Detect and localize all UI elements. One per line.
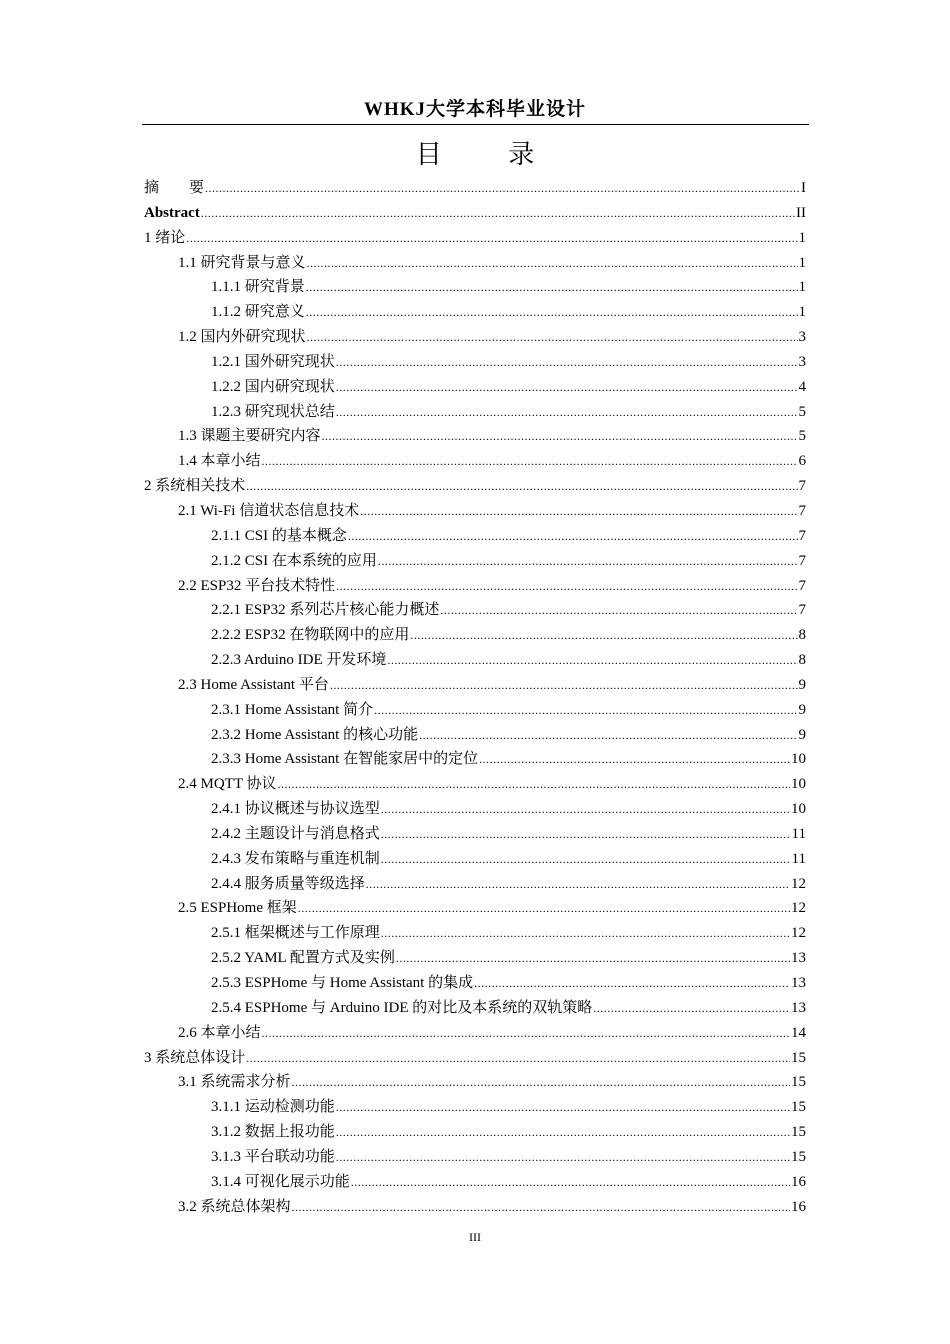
- toc-dot-leader: [410, 623, 797, 648]
- toc-entry[interactable]: [144, 921, 806, 946]
- toc-entry[interactable]: [144, 375, 806, 400]
- toc-entry[interactable]: [144, 499, 806, 524]
- toc-dot-leader: [306, 275, 798, 300]
- toc-entry-page: 14: [791, 1024, 806, 1041]
- toc-entry[interactable]: [144, 673, 806, 698]
- toc-entry-page: 4: [798, 378, 806, 395]
- toc-dot-leader: [246, 1046, 790, 1071]
- toc-entry-label: 2.6 本章小结: [178, 1024, 261, 1041]
- toc-dot-leader: [440, 598, 797, 623]
- toc-entry-page: 15: [791, 1124, 806, 1141]
- toc-entry-page: 10: [791, 751, 806, 768]
- toc-entry-page: 16: [791, 1173, 806, 1190]
- toc-entry-page: 15: [791, 1074, 806, 1091]
- toc-entry-page: 1: [798, 229, 806, 246]
- toc-entry-label: 3.1 系统需求分析: [178, 1074, 291, 1091]
- toc-entry[interactable]: [144, 1170, 806, 1195]
- toc-entry-label: 2.2.3 Arduino IDE 开发环境: [211, 652, 387, 669]
- toc-dot-leader: [419, 723, 797, 748]
- toc-entry-page: 9: [798, 726, 806, 743]
- toc-entry-page: 8: [798, 652, 806, 669]
- toc-entry[interactable]: [144, 300, 806, 325]
- toc-entry-label: Abstract: [144, 204, 200, 221]
- toc-dot-leader: [474, 971, 790, 996]
- toc-entry[interactable]: [144, 1070, 806, 1095]
- toc-entry-page: 11: [791, 850, 806, 867]
- toc-entry-page: 5: [798, 428, 806, 445]
- toc-entry-page: 7: [798, 527, 806, 544]
- toc-entry-page: 7: [798, 478, 806, 495]
- toc-dot-leader: [277, 772, 790, 797]
- toc-dot-leader: [381, 847, 791, 872]
- toc-dot-leader: [307, 251, 798, 276]
- toc-entry-page: 15: [791, 1148, 806, 1165]
- toc-entry-page: 1: [798, 254, 806, 271]
- toc-entry-page: 9: [798, 676, 806, 693]
- toc-entry-page: 7: [798, 502, 806, 519]
- toc-entry[interactable]: [144, 449, 806, 474]
- toc-entry[interactable]: [144, 996, 806, 1021]
- toc-entry[interactable]: [144, 474, 806, 499]
- toc-entry-page: 8: [798, 627, 806, 644]
- toc-entry-page: 11: [791, 825, 806, 842]
- toc-entry-page: 15: [791, 1099, 806, 1116]
- toc-entry-label: 2.4.4 服务质量等级选择: [211, 875, 365, 892]
- toc-dot-leader: [336, 1120, 790, 1145]
- toc-entry-label: 2.2.2 ESP32 在物联网中的应用: [211, 627, 410, 644]
- toc-entry-page: 10: [791, 776, 806, 793]
- toc-entry-label: 2.2.1 ESP32 系列芯片核心能力概述: [211, 602, 440, 619]
- toc-entry-label: 3.1.4 可视化展示功能: [211, 1173, 350, 1190]
- toc-dot-leader: [307, 325, 798, 350]
- toc-dot-leader: [366, 872, 790, 897]
- toc-dot-leader: [378, 549, 798, 574]
- toc-entry-page: 10: [791, 801, 806, 818]
- toc-entry-label: 1.2 国内外研究现状: [178, 329, 306, 346]
- toc-dot-leader: [387, 648, 797, 673]
- toc-entry-label: 2.4.1 协议概述与协议选型: [211, 801, 380, 818]
- toc-entry-label: 2.4.2 主题设计与消息格式: [211, 825, 380, 842]
- toc-entry[interactable]: [144, 971, 806, 996]
- toc-entry[interactable]: [144, 251, 806, 276]
- toc-entry-label: 2.3.3 Home Assistant 在智能家居中的定位: [211, 751, 479, 768]
- toc-entry-label: 2.1.1 CSI 的基本概念: [211, 527, 347, 544]
- toc-dot-leader: [351, 1170, 790, 1195]
- toc-entry-page: I: [801, 180, 806, 196]
- toc-entry-label: 2.5 ESPHome 框架: [178, 900, 297, 917]
- toc-entry-label: 3 系统总体设计: [144, 1049, 246, 1066]
- toc-dot-leader: [479, 747, 790, 772]
- toc-entry[interactable]: [144, 872, 806, 897]
- toc-dot-leader: [246, 474, 797, 499]
- toc-entry[interactable]: [144, 275, 806, 300]
- toc-entry[interactable]: [144, 524, 806, 549]
- toc-entry[interactable]: [144, 1021, 806, 1046]
- toc-entry-page: 6: [798, 453, 806, 470]
- toc-entry-page: 12: [791, 875, 806, 892]
- toc-entry-label: 1.2.3 研究现状总结: [211, 403, 335, 420]
- toc-entry-label: 1.2.1 国外研究现状: [211, 353, 335, 370]
- toc-entry-page: 7: [798, 602, 806, 619]
- toc-dot-leader: [336, 375, 798, 400]
- toc-dot-leader: [396, 946, 790, 971]
- toc-entry-label: 2.3 Home Assistant 平台: [178, 676, 329, 693]
- toc-dot-leader: [336, 350, 798, 375]
- toc-entry[interactable]: [144, 723, 806, 748]
- toc-entry[interactable]: [144, 822, 806, 847]
- toc-entry[interactable]: [144, 623, 806, 648]
- toc-entry-label: 1.1.1 研究背景: [211, 279, 305, 296]
- toc-entry[interactable]: [144, 176, 806, 201]
- toc-entry-page: 5: [798, 403, 806, 420]
- toc-dot-leader: [336, 1145, 790, 1170]
- toc-entry-page: 1: [798, 279, 806, 296]
- table-of-contents: [144, 176, 806, 1219]
- toc-entry-label: 2.4 MQTT 协议: [178, 776, 277, 793]
- toc-entry-page: 12: [791, 925, 806, 942]
- toc-entry-page: 3: [798, 353, 806, 370]
- toc-entry[interactable]: [144, 549, 806, 574]
- toc-entry-label: 1.1.2 研究意义: [211, 304, 305, 321]
- toc-entry-page: 7: [798, 577, 806, 594]
- toc-entry-label: 2.4.3 发布策略与重连机制: [211, 850, 380, 867]
- toc-entry[interactable]: [144, 1195, 806, 1220]
- toc-entry[interactable]: [144, 1046, 806, 1071]
- toc-entry-label: 2 系统相关技术: [144, 478, 246, 495]
- toc-entry-label: 1 绪论: [144, 229, 186, 246]
- toc-entry[interactable]: [144, 946, 806, 971]
- toc-entry-page: 9: [798, 701, 806, 718]
- toc-entry-label: 2.5.3 ESPHome 与 Home Assistant 的集成: [211, 975, 474, 991]
- toc-dot-leader: [322, 424, 798, 449]
- toc-dot-leader: [360, 499, 797, 524]
- toc-entry[interactable]: [144, 747, 806, 772]
- toc-dot-leader: [593, 996, 790, 1021]
- toc-entry-label: 3.1.1 运动检测功能: [211, 1099, 335, 1116]
- toc-entry-page: 3: [798, 329, 806, 346]
- toc-entry-label: 1.3 课题主要研究内容: [178, 428, 321, 445]
- toc-dot-leader: [306, 300, 798, 325]
- toc-entry[interactable]: [144, 350, 806, 375]
- toc-entry[interactable]: [144, 1095, 806, 1120]
- toc-entry[interactable]: [144, 424, 806, 449]
- toc-entry[interactable]: [144, 772, 806, 797]
- toc-dot-leader: [186, 226, 797, 251]
- toc-dot-leader: [330, 673, 798, 698]
- toc-entry[interactable]: [144, 1120, 806, 1145]
- toc-dot-leader: [262, 449, 798, 474]
- toc-entry[interactable]: [144, 226, 806, 251]
- toc-entry[interactable]: [144, 400, 806, 425]
- toc-dot-leader: [262, 1021, 790, 1046]
- toc-entry-label: 2.3.2 Home Assistant 的核心功能: [211, 726, 419, 743]
- toc-entry[interactable]: [144, 574, 806, 599]
- toc-entry[interactable]: [144, 648, 806, 673]
- page-number: III: [469, 1230, 481, 1244]
- toc-entry-page: 16: [791, 1198, 806, 1215]
- toc-dot-leader: [292, 1195, 790, 1220]
- toc-entry[interactable]: [144, 201, 806, 226]
- toc-entry[interactable]: [144, 1145, 806, 1170]
- toc-entry-page: 13: [791, 950, 806, 967]
- toc-entry-label: 2.2 ESP32 平台技术特性: [178, 577, 336, 594]
- toc-dot-leader: [381, 797, 790, 822]
- toc-entry-page: 7: [798, 552, 806, 569]
- toc-entry[interactable]: [144, 896, 806, 921]
- toc-entry[interactable]: [144, 598, 806, 623]
- header-rule: [142, 124, 809, 125]
- toc-entry[interactable]: [144, 698, 806, 723]
- toc-entry-label: 2.5.1 框架概述与工作原理: [211, 925, 380, 942]
- toc-entry[interactable]: [144, 797, 806, 822]
- toc-dot-leader: [298, 896, 790, 921]
- toc-dot-leader: [201, 201, 795, 226]
- toc-dot-leader: [336, 400, 798, 425]
- toc-entry-label: 2.1 Wi-Fi 信道状态信息技术: [178, 502, 360, 519]
- toc-dot-leader: [292, 1070, 790, 1095]
- toc-entry-label: 1.1 研究背景与意义: [178, 254, 306, 271]
- toc-entry-label: 3.1.3 平台联动功能: [211, 1148, 335, 1165]
- toc-entry-label: 2.5.4 ESPHome 与 Arduino IDE 的对比及本系统的双轨策略: [211, 999, 593, 1016]
- toc-entry-page: 15: [791, 1049, 806, 1066]
- toc-entry-label: 2.1.2 CSI 在本系统的应用: [211, 552, 377, 569]
- toc-entry-page: 12: [791, 900, 806, 917]
- toc-entry-label: 2.3.1 Home Assistant 简介: [211, 701, 374, 718]
- toc-entry-label: 1.4 本章小结: [178, 453, 261, 470]
- toc-dot-leader: [381, 822, 791, 847]
- toc-entry-page: 13: [791, 975, 806, 991]
- toc-dot-leader: [348, 524, 798, 549]
- toc-entry-label: 1.2.2 国内研究现状: [211, 378, 335, 395]
- document-header-title: WHKJ大学本科毕业设计: [363, 99, 587, 120]
- toc-entry-label: 3.1.2 数据上报功能: [211, 1124, 335, 1141]
- toc-entry-page: II: [796, 204, 806, 221]
- toc-entry[interactable]: [144, 847, 806, 872]
- toc-dot-leader: [381, 921, 790, 946]
- toc-dot-leader: [374, 698, 797, 723]
- toc-entry[interactable]: [144, 325, 806, 350]
- toc-entry-label: 3.2 系统总体架构: [178, 1198, 291, 1215]
- toc-entry-label: 2.5.2 YAML 配置方式及实例: [211, 950, 395, 967]
- toc-dot-leader: [205, 176, 800, 201]
- toc-dot-leader: [336, 1095, 790, 1120]
- toc-dot-leader: [336, 574, 797, 599]
- toc-entry-page: 13: [791, 999, 806, 1016]
- toc-entry-label: 摘 要: [144, 180, 205, 196]
- toc-entry-page: 1: [798, 304, 806, 321]
- toc-title: 目 录: [415, 140, 565, 169]
